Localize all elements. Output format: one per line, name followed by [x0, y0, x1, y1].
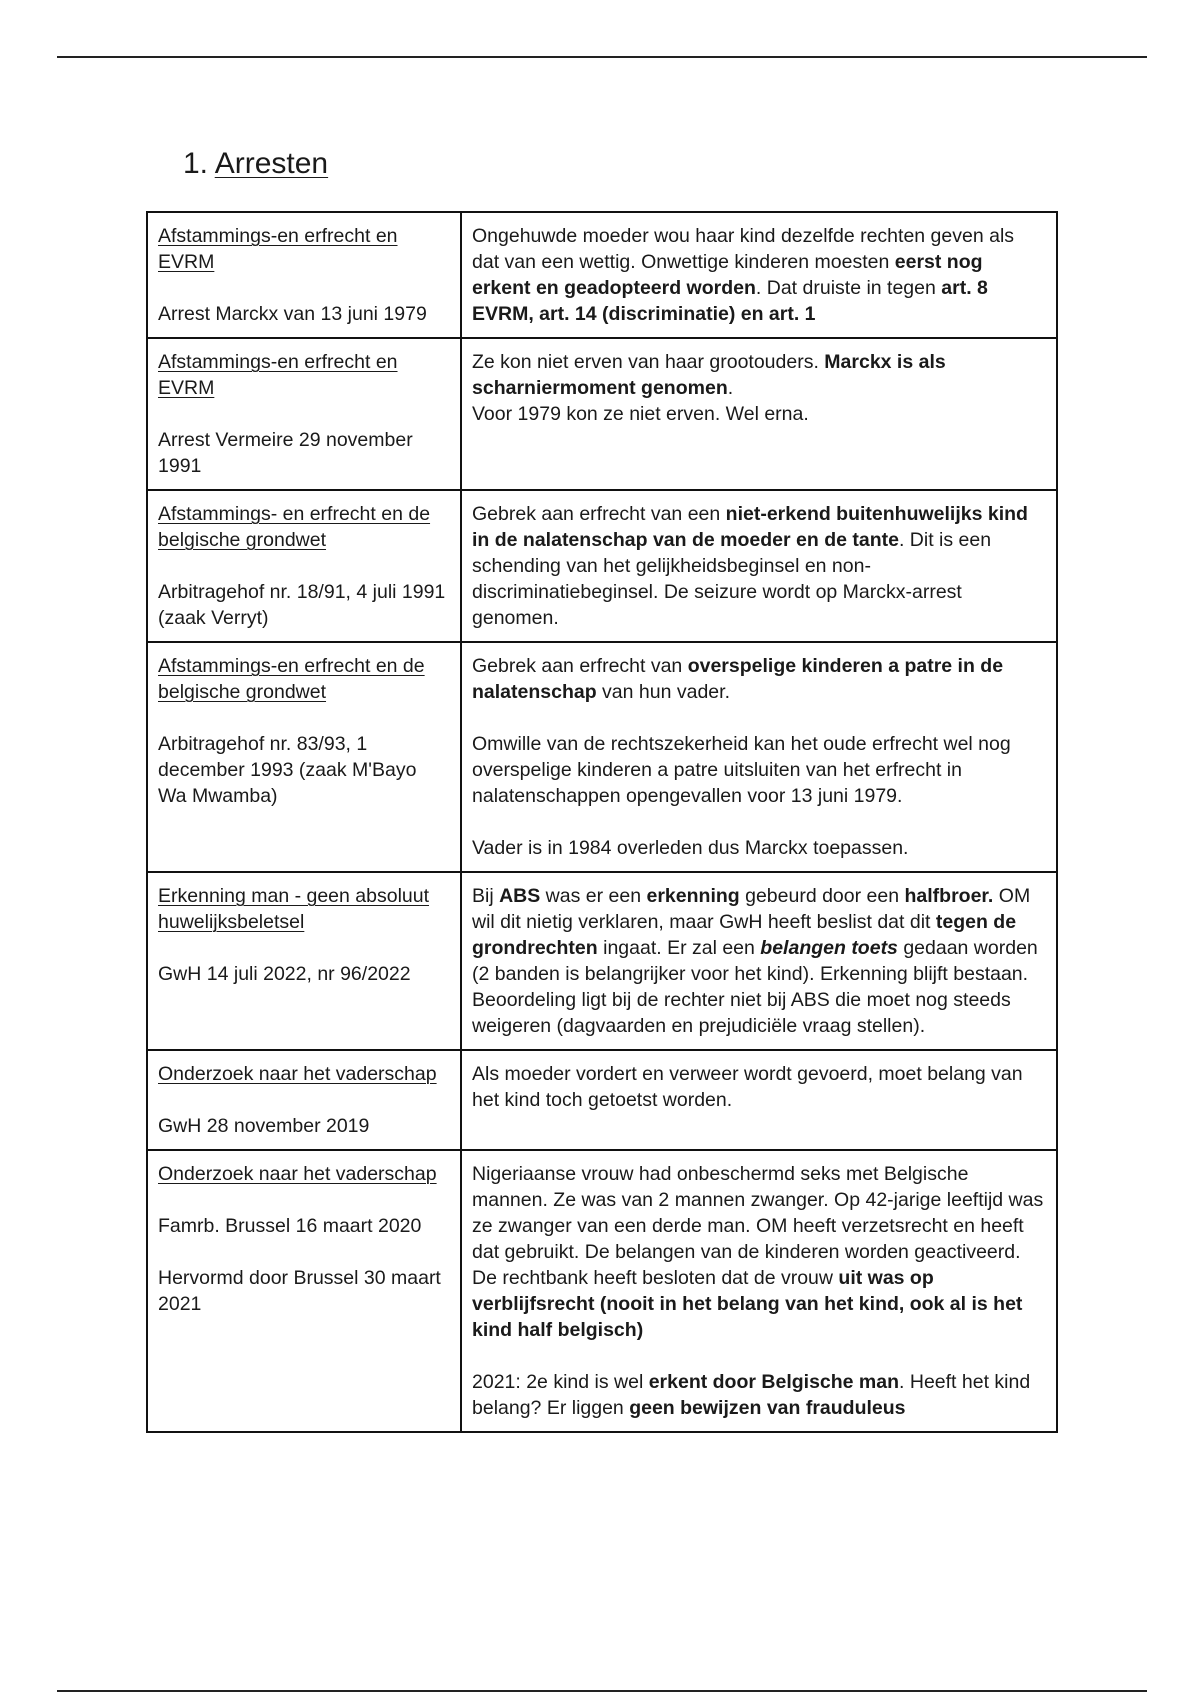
summary-paragraph [472, 835, 1046, 861]
summary-paragraph [472, 653, 1046, 705]
top-rule [57, 56, 1147, 58]
ruling-topic: Afstammings-en erfrecht en EVRM [158, 225, 398, 273]
ruling-topic: Onderzoek naar het vaderschap [158, 1163, 437, 1185]
table-row [147, 490, 1057, 642]
ruling-summary-cell [461, 1050, 1057, 1150]
ruling-citation: Hervormd door Brussel 30 maart 2021 [158, 1267, 441, 1315]
summary-text: ingaat. Er zal een [597, 937, 761, 959]
table-row [147, 212, 1057, 338]
bottom-rule [57, 1690, 1147, 1692]
ruling-citation: Arbitragehof nr. 83/93, 1 december 1993 (zaak M'Bayo Wa Mwamba) [158, 733, 417, 807]
ruling-citation: GwH 14 juli 2022, nr 96/2022 [158, 963, 411, 985]
ruling-summary-cell [461, 338, 1057, 490]
ruling-reference-cell [147, 872, 461, 1050]
ruling-reference-cell [147, 1150, 461, 1432]
summary-paragraph [472, 1369, 1046, 1421]
section-heading [183, 144, 328, 184]
summary-text: Voor 1979 kon ze niet erven. Wel erna. [472, 403, 809, 425]
summary-emphasis: erkent door Belgische man [648, 1371, 900, 1393]
ruling-topic: Afstammings-en erfrecht en EVRM [158, 351, 398, 399]
table-row [147, 338, 1057, 490]
ruling-reference-cell [147, 212, 461, 338]
summary-paragraph [472, 401, 1046, 427]
summary-text: van hun vader. [596, 681, 730, 703]
ruling-citation: GwH 28 november 2019 [158, 1115, 370, 1137]
table-row [147, 1050, 1057, 1150]
summary-text: Als moeder vordert en verweer wordt gevoerd, moet belang van het kind toch getoetst worden. [472, 1063, 1023, 1111]
summary-text: gedaan worden (2 banden is belangrijker voor het kind). Erkenning blijft bestaan. Beoordeling ligt bij de rechter niet bij ABS die moet nog steeds weigeren (dagvaarden en prejudiciële vraag stellen). [472, 937, 1038, 1037]
section-number: 1. [183, 147, 209, 180]
ruling-topic: Erkenning man - geen absoluut huwelijksbeletsel [158, 885, 430, 933]
summary-text: Omwille van de rechtszekerheid kan het oude erfrecht wel nog overspelige kinderen a patre uitsluiten van het erfrecht in nalatenschappen opengevallen voor 13 juni 1979. [472, 733, 1011, 807]
summary-paragraph [472, 883, 1046, 1039]
summary-text: . [727, 377, 734, 399]
summary-emphasis: halfbroer. [904, 885, 994, 907]
summary-paragraph [472, 1161, 1046, 1343]
summary-paragraph [472, 349, 1046, 401]
summary-text: Ze kon niet erven van haar grootouders. [472, 351, 825, 373]
ruling-reference-cell [147, 642, 461, 872]
ruling-topic: Onderzoek naar het vaderschap [158, 1063, 437, 1085]
ruling-topic: Afstammings- en erfrecht en de belgische grondwet [158, 503, 431, 551]
summary-text: Vader is in 1984 overleden dus Marckx toepassen. [472, 837, 909, 859]
table-row [147, 872, 1057, 1050]
summary-text: Ongehuwde moeder wou haar kind dezelfde rechten geven als dat van een wettig. Onwettige kinderen moesten [472, 225, 1015, 273]
summary-emphasis: geen bewijzen van frauduleus [629, 1397, 906, 1419]
summary-paragraph [472, 501, 1046, 631]
summary-text: . Dat druiste in tegen [755, 277, 942, 299]
ruling-topic: Afstammings-en erfrecht en de belgische grondwet [158, 655, 425, 703]
summary-emphasis: Marckx is als scharniermoment genomen [472, 351, 946, 399]
summary-emphasis: ABS [499, 885, 541, 907]
table-row [147, 642, 1057, 872]
summary-emphasis: niet-erkend buitenhuwelijks kind in de nalatenschap van de moeder en de tante [472, 503, 1028, 551]
ruling-summary-cell [461, 642, 1057, 872]
ruling-summary-cell [461, 872, 1057, 1050]
summary-emphasis: overspelige kinderen a patre in de nalatenschap [472, 655, 1004, 703]
summary-text: was er een [540, 885, 647, 907]
summary-text: Gebrek aan erfrecht van een [472, 503, 726, 525]
ruling-reference-cell [147, 490, 461, 642]
ruling-citation: Arrest Marckx van 13 juni 1979 [158, 303, 427, 325]
summary-text: Bij [472, 885, 500, 907]
ruling-summary-cell [461, 212, 1057, 338]
ruling-citation: Famrb. Brussel 16 maart 2020 [158, 1215, 422, 1237]
summary-paragraph [472, 731, 1046, 809]
ruling-summary-cell [461, 490, 1057, 642]
summary-text: . Dit is een schending van het gelijkheidsbeginsel en non-discriminatiebeginsel. De seizure wordt op Marckx-arrest genomen. [472, 529, 992, 629]
summary-emphasis: tegen de grondrechten [472, 911, 1017, 959]
ruling-citation: Arbitragehof nr. 18/91, 4 juli 1991 (zaak Verryt) [158, 581, 446, 629]
summary-text: Nigeriaanse vrouw had onbeschermd seks met Belgische mannen. Ze was van 2 mannen zwanger. Op 42-jarige leeftijd was ze zwanger van een derde man. OM heeft verzetsrecht en heeft dat gebruikt. De belangen van de kinderen worden geactiveerd. De rechtbank heeft besloten dat de vrouw [472, 1163, 1044, 1289]
summary-emphasis: eerst nog erkent en geadopteerd worden [472, 251, 983, 299]
summary-text: . Heeft het kind belang? Er liggen [472, 1371, 1031, 1419]
ruling-reference-cell [147, 338, 461, 490]
summary-emphasis: erkenning [646, 885, 740, 907]
summary-emphasis: art. 8 EVRM, art. 14 (discriminatie) en art. 1 [472, 277, 988, 325]
table-row [147, 1150, 1057, 1432]
summary-paragraph [472, 1061, 1046, 1113]
ruling-citation: Arrest Vermeire 29 november 1991 [158, 429, 413, 477]
section-title: Arresten [214, 147, 329, 180]
ruling-reference-cell [147, 1050, 461, 1150]
summary-paragraph [472, 223, 1046, 327]
summary-text: 2021: 2e kind is wel [472, 1371, 649, 1393]
summary-text: OM wil dit nietig verklaren, maar GwH heeft beslist dat dit [472, 885, 1031, 933]
summary-emphasis: uit was op verblijfsrecht (nooit in het belang van het kind, ook al is het kind half belgisch) [472, 1267, 1023, 1341]
summary-text: gebeurd door een [739, 885, 905, 907]
summary-emphasis: belangen toets [760, 937, 898, 959]
ruling-summary-cell [461, 1150, 1057, 1432]
summary-text: Gebrek aan erfrecht van [472, 655, 688, 677]
rulings-table [146, 211, 1058, 1433]
